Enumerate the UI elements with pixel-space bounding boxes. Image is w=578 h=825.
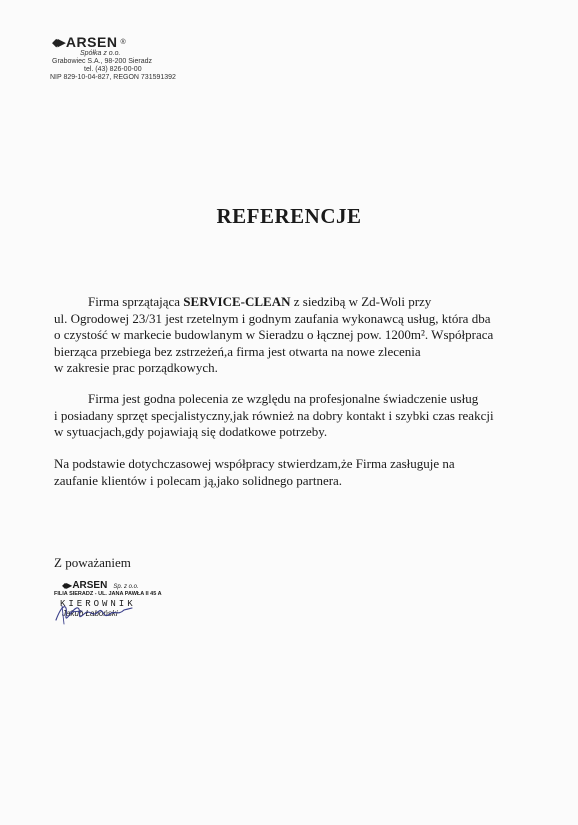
registered-mark: ®: [120, 38, 126, 46]
letterhead-address: Grabowiec S.A., 98-200 Sieradz: [52, 58, 152, 65]
letterhead-tax-ids: NIP 829-10-04-827, REGON 731591392: [50, 74, 176, 81]
company-letterhead-stamp: [52, 34, 182, 82]
closing-salutation: Z poważaniem: [54, 555, 131, 570]
stamp-role: KIEROWNIK: [60, 599, 136, 609]
paragraph-2-line-1: Firma jest godna polecenia ze względu na profesjonalne świadczenie usług: [88, 391, 479, 406]
paragraph-1-line-1-pre: Firma sprzątająca: [88, 294, 184, 309]
paragraph-1-line-2: ul. Ogrodowej 23/31 jest rzetelnym i godnym zaufania wykonawcą usług, która dba: [54, 310, 491, 326]
paragraph-1-line-3: o czystość w markecie budowlanym w Sieradzu o łącznej pow. 1200m². Współpraca: [54, 327, 494, 342]
paragraph-2-line-2: i posiadany sprzęt specjalistyczny,jak również na dobry kontakt i szybki czas reakcji: [54, 407, 494, 423]
letterhead-company-form: Spółka z o.o.: [80, 50, 121, 57]
stamp-arrow-logo-icon: ◆▶: [62, 581, 71, 590]
paragraph-2-line-3: w sytuacjach,gdy pojawiają się dodatkowe potrzeby.: [54, 424, 328, 439]
stamp-company-form: Sp. z o.o.: [113, 584, 139, 590]
double-arrow-logo-icon: ◆▶: [52, 35, 63, 49]
paragraph-1-line-4: bierząca przebiega bez zstrzeżeń,a firma jest otwarta na nowe zlecenia: [54, 343, 421, 359]
stamp-signatory-name: Jakub Łaboński: [62, 609, 118, 618]
company-name-bold: SERVICE-CLEAN: [183, 294, 291, 309]
paragraph-2: [54, 391, 534, 441]
paragraph-1-line-5: w zakresie prac porządkowych.: [54, 360, 218, 375]
letterhead-logo: [52, 34, 182, 50]
paragraph-3-line-1: Na podstawie dotychczasowej współpracy stwierdzam,że Firma zasługuje na: [54, 456, 455, 471]
letterhead-phone: tel. (43) 826-00-00: [84, 66, 142, 73]
letterhead-logo-text: ARSEN: [65, 34, 118, 50]
stamp-branch-address: FILIA SIERADZ - UL. JANA PAWŁA II 45 A: [54, 591, 162, 597]
signature-stamp: [54, 580, 180, 618]
stamp-logo: [60, 580, 180, 591]
paragraph-1-line-1: [54, 294, 534, 311]
paragraph-3-line-2: zaufanie klientów i polecam ją,jako solidnego partnera.: [54, 472, 343, 488]
handwritten-signature: [52, 598, 142, 628]
paragraph-1-line-1-post: z siedzibą w Zd-Woli przy: [290, 294, 432, 309]
document-title: REFERENCJE: [216, 204, 362, 228]
paragraph-3: [54, 456, 534, 489]
stamp-logo-text: ARSEN: [72, 580, 108, 591]
paragraph-1: [54, 294, 534, 377]
